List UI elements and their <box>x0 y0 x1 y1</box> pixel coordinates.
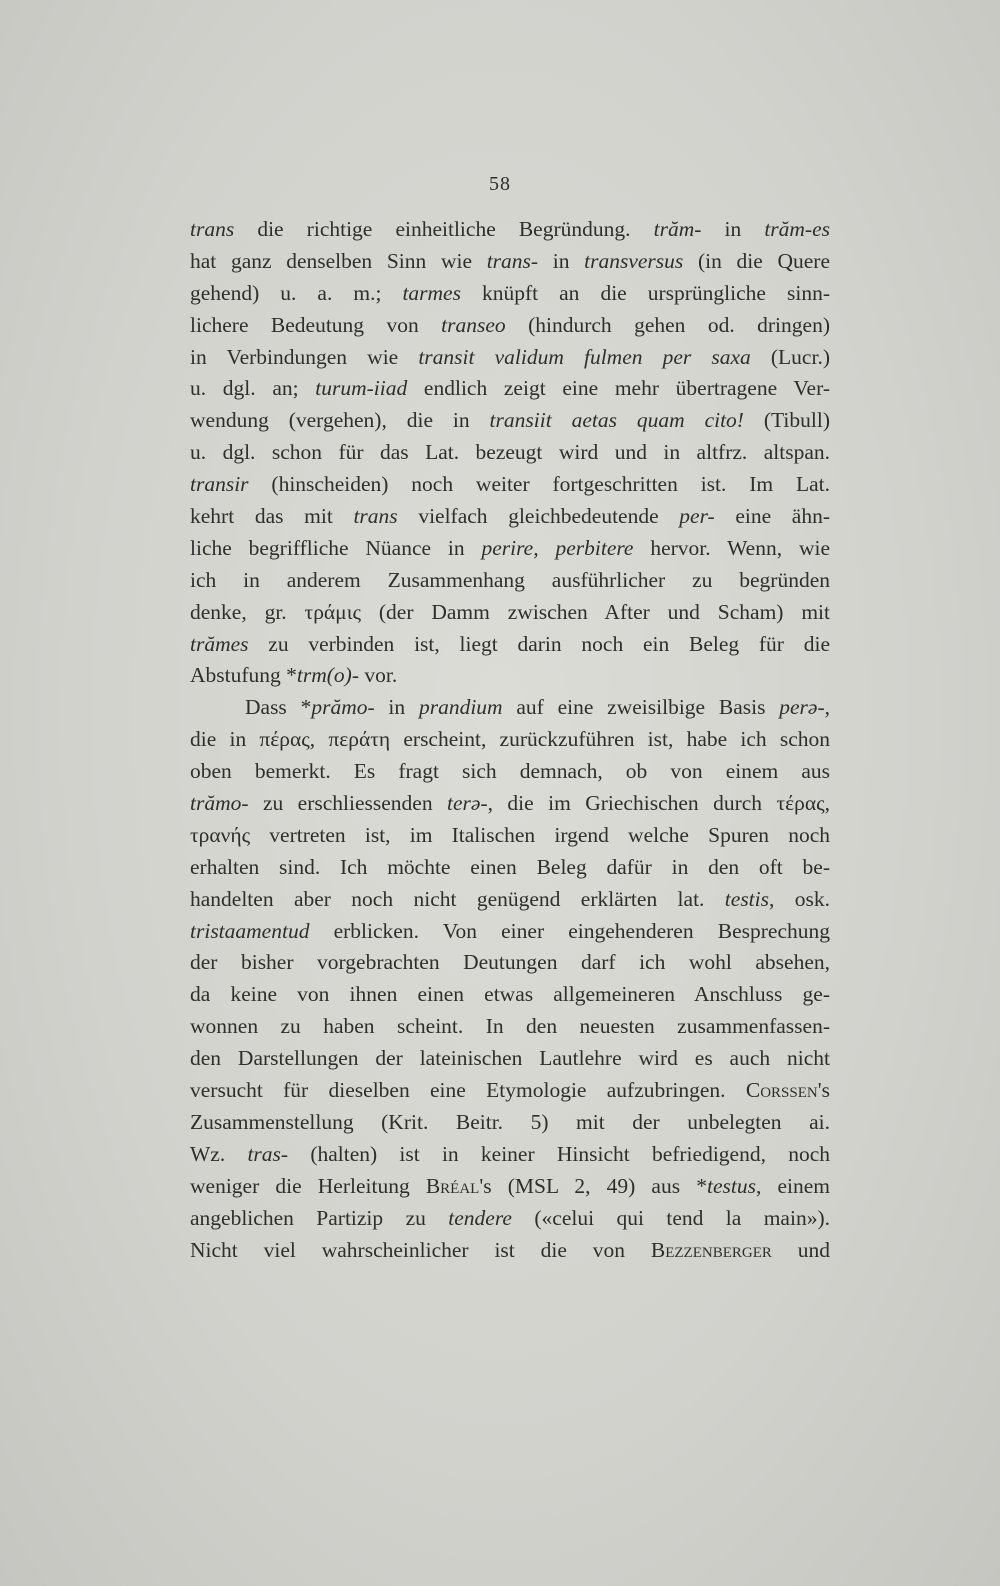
text-line: Nicht viel wahrscheinlicher ist die von Bezzenberger und <box>190 1237 831 1262</box>
text-line: trămes zu verbinden ist, liegt darin noch ein Beleg für die <box>190 631 830 656</box>
page-number: 58 <box>489 173 511 195</box>
body-text <box>190 214 830 1266</box>
text-line: den Darstellungen der lateinischen Lautlehre wird es auch nicht <box>190 1046 830 1071</box>
text-line: denke, gr. τράμις (der Damm zwischen After und Scham) mit <box>190 599 830 624</box>
text-line: Zusammenstellung (Krit. Beitr. 5) mit der unbelegten ai. <box>190 1109 830 1134</box>
text-line: transir (hinscheiden) noch weiter fortgeschritten ist. Im Lat. <box>190 472 830 497</box>
text-line: wendung (vergehen), die in transiit aetas quam cito! (Tibull) <box>190 408 830 433</box>
text-line: τρανής vertreten ist, im Italischen irgend welche Spuren noch <box>190 822 830 847</box>
text-line: versucht für dieselben eine Etymologie aufzubringen. Corssen's <box>190 1078 830 1103</box>
text-line: liche begriffliche Nüance in perire, perbitere hervor. Wenn, wie <box>190 535 830 560</box>
text-line: u. dgl. schon für das Lat. bezeugt wird und in altfrz. altspan. <box>190 440 830 465</box>
text-line: die in πέρας, περάτη erscheint, zurückzuführen ist, habe ich schon <box>190 727 830 752</box>
text-line: lichere Bedeutung von transeo (hindurch gehen od. dringen) <box>190 312 830 337</box>
text-line: kehrt das mit trans vielfach gleichbedeutende per- eine ähn- <box>190 504 830 529</box>
text-line: weniger die Herleitung Bréal's (MSL 2, 49) aus *testus, einem <box>190 1173 830 1198</box>
text-line: oben bemerkt. Es fragt sich demnach, ob von einem aus <box>190 759 830 784</box>
text-line: Dass *prămo- in prandium auf eine zweisilbige Basis perə-, <box>245 695 830 720</box>
text-line: in Verbindungen wie transit validum fulmen per saxa (Lucr.) <box>190 344 830 369</box>
text-line: hat ganz denselben Sinn wie trans- in transversus (in die Quere <box>190 248 830 273</box>
text-line: der bisher vorgebrachten Deutungen darf ich wohl absehen, <box>190 950 830 975</box>
text-line: handelten aber noch nicht genügend erklärten lat. testis, osk. <box>190 886 830 911</box>
text-line: Abstufung *trm(o)- vor. <box>190 663 398 688</box>
text-line: Wz. tras- (halten) ist in keiner Hinsicht befriedigend, noch <box>190 1141 830 1166</box>
text-line: da keine von ihnen einen etwas allgemeineren Anschluss ge- <box>190 982 830 1007</box>
text-line: trămo- zu erschliessenden terə-, die im Griechischen durch τέρας, <box>190 791 831 816</box>
text-line: erhalten sind. Ich möchte einen Beleg dafür in den oft be- <box>190 854 830 879</box>
text-line: u. dgl. an; turum-iiad endlich zeigt eine mehr übertragene Ver- <box>190 376 830 401</box>
text-line: trans die richtige einheitliche Begründung. trăm- in trăm-es <box>190 217 830 241</box>
text-line: angeblichen Partizip zu tendere («celui qui tend la main»). <box>190 1205 830 1230</box>
text-line: tristaamentud erblicken. Von einer eingehenderen Besprechung <box>190 918 830 943</box>
text-line: gehend) u. a. m.; tarmes knüpft an die ursprüngliche sinn- <box>190 280 830 305</box>
text-line: ich in anderem Zusammenhang ausführlicher zu begründen <box>190 567 830 592</box>
text-line: wonnen zu haben scheint. In den neuesten zusammenfassen- <box>190 1014 830 1039</box>
